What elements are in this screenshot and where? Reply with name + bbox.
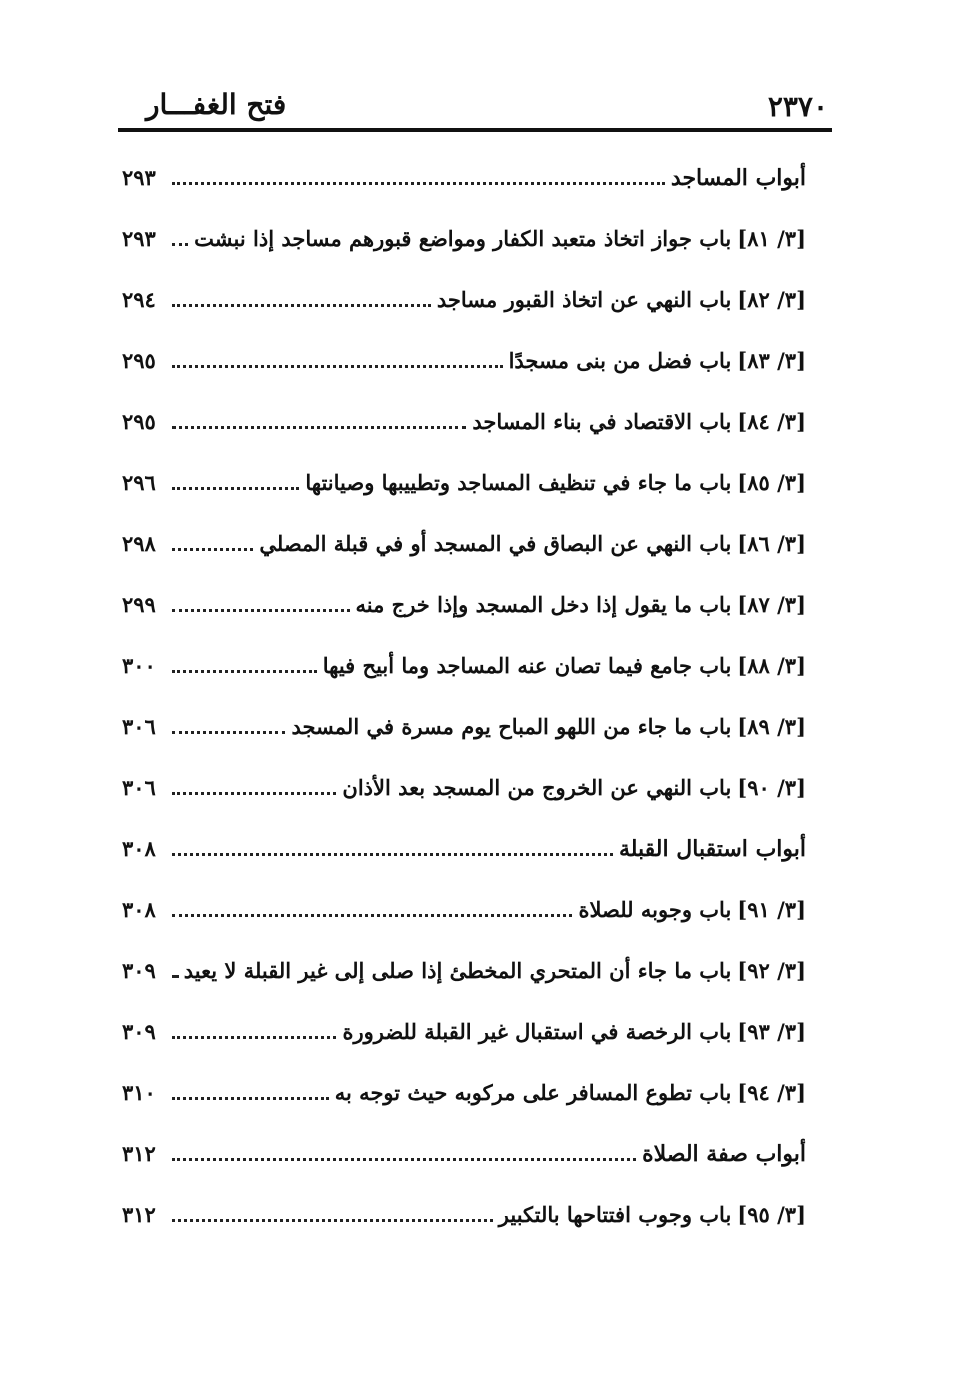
dot-leader	[172, 670, 317, 673]
toc-entry	[122, 208, 806, 269]
dot-leader	[172, 365, 503, 368]
toc-entry-title: باب جواز اتخاذ متعبد الكفار ومواضع قبورهم مساجد إذا نبشت	[194, 226, 732, 251]
toc-page-number: ٢٩٨	[122, 531, 156, 556]
toc-entry	[122, 1184, 806, 1245]
toc-entry-title: باب وجوب افتتاحها بالتكبير	[498, 1202, 732, 1227]
toc-entry-title: باب فضل من بنى مسجدًا	[508, 348, 732, 373]
toc-entry-title: باب ما جاء من اللهو المباح يوم مسرة في المسجد	[291, 714, 732, 739]
dot-leader	[172, 1097, 329, 1100]
toc-page-number: ٢٩٤	[122, 287, 156, 312]
header-rule	[118, 128, 832, 132]
toc-entry-number: [٣/ ٩٤]	[737, 1080, 806, 1105]
dot-leader	[172, 548, 253, 551]
toc-page-number: ٣١٢	[122, 1202, 156, 1227]
toc-page-number: ٣٠٨	[122, 836, 156, 861]
toc-entry	[122, 574, 806, 635]
toc-page-number: ٣٠٠	[122, 653, 156, 678]
toc-entry-number: [٣/ ٩٢]	[737, 958, 806, 983]
toc-entry-number: [٣/ ٩٠]	[737, 775, 806, 800]
toc-entry-title: باب ما جاء أن المتحري المخطئ إذا صلى إلى غير القبلة لا يعيد	[183, 958, 732, 983]
toc-entry-number: [٣/ ٨١]	[737, 226, 806, 251]
toc-entry	[122, 940, 806, 1001]
toc-page-number: ٣٠٦	[122, 775, 156, 800]
toc-entry-number: [٣/ ٩٣]	[737, 1019, 806, 1044]
dot-leader	[172, 182, 665, 185]
header-page-number: ٢٣٧٠	[767, 90, 828, 123]
toc-page-number: ٣٠٦	[122, 714, 156, 739]
toc-entry-number: [٣/ ٨٦]	[737, 531, 806, 556]
toc-entry-title: باب النهي عن البصاق في المسجد أو في قبلة المصلي	[259, 531, 732, 556]
toc-entry	[122, 879, 806, 940]
toc-page-number: ٣٠٩	[122, 1019, 156, 1044]
toc-page-number: ٢٩٩	[122, 592, 156, 617]
toc-entry	[122, 1001, 806, 1062]
toc-page-number: ٢٩٥	[122, 348, 156, 373]
toc-entry-number: [٣/ ٨٩]	[737, 714, 806, 739]
toc-entry	[122, 696, 806, 757]
toc-entry-number: [٣/ ٨٢]	[737, 287, 806, 312]
dot-leader	[172, 853, 613, 856]
toc-page-number: ٣٠٩	[122, 958, 156, 983]
toc-section-heading	[122, 1123, 806, 1184]
toc-entry-title: باب ما يقول إذا دخل المسجد وإذا خرج منه	[355, 592, 732, 617]
toc-entry-title: باب النهي عن اتخاذ القبور مساجد	[436, 287, 732, 312]
dot-leader	[172, 1158, 636, 1161]
dot-leader	[172, 243, 188, 246]
toc-entry	[122, 269, 806, 330]
toc-page-number: ٢٩٦	[122, 470, 156, 495]
toc-entry-title: أبواب صفة الصلاة	[642, 1140, 806, 1167]
toc-page-number: ٢٩٥	[122, 409, 156, 434]
toc-entry-title: باب الرخصة في استقبال غير القبلة للضرورة	[342, 1019, 732, 1044]
dot-leader	[172, 304, 431, 307]
toc-entry-title: باب وجوبه للصلاة	[578, 897, 732, 922]
toc-section-heading	[122, 147, 806, 208]
toc-entry-title: باب ما جاء في تنظيف المساجد وتطييبها وصيانتها	[305, 470, 732, 495]
dot-leader	[172, 975, 178, 978]
table-of-contents	[122, 147, 806, 1245]
toc-entry	[122, 635, 806, 696]
toc-entry	[122, 513, 806, 574]
toc-page-number: ٣٠٨	[122, 897, 156, 922]
toc-entry-title: باب تطوع المسافر على مركوبه حيث توجه به	[334, 1080, 732, 1105]
header-book-title: فتح الغفـــار	[146, 88, 287, 121]
dot-leader	[172, 1036, 336, 1039]
toc-entry-number: [٣/ ٨٣]	[737, 348, 806, 373]
dot-leader	[172, 792, 336, 795]
toc-entry-title: باب جامع فيما تصان عنه المساجد وما أبيح فيها	[322, 653, 732, 678]
toc-entry	[122, 452, 806, 513]
toc-entry	[122, 330, 806, 391]
toc-entry	[122, 1062, 806, 1123]
toc-page-number: ٣١٢	[122, 1141, 156, 1166]
toc-entry	[122, 757, 806, 818]
toc-entry-number: [٣/ ٩٥]	[737, 1202, 806, 1227]
toc-entry-title: أبواب استقبال القبلة	[618, 835, 806, 862]
toc-entry-number: [٣/ ٩١]	[737, 897, 806, 922]
dot-leader	[172, 914, 572, 917]
toc-entry-number: [٣/ ٨٥]	[737, 470, 806, 495]
toc-entry-title: باب النهي عن الخروج من المسجد بعد الأذان	[342, 775, 732, 800]
toc-entry-title: أبواب المساجد	[670, 164, 806, 191]
dot-leader	[172, 426, 466, 429]
toc-entry-number: [٣/ ٨٨]	[737, 653, 806, 678]
toc-page-number: ٢٩٣	[122, 226, 156, 251]
toc-entry	[122, 391, 806, 452]
toc-page-number: ٢٩٣	[122, 165, 156, 190]
dot-leader	[172, 731, 285, 734]
toc-section-heading	[122, 818, 806, 879]
toc-page-number: ٣١٠	[122, 1080, 156, 1105]
toc-entry-number: [٣/ ٨٤]	[737, 409, 806, 434]
dot-leader	[172, 1219, 493, 1222]
dot-leader	[172, 487, 299, 490]
dot-leader	[172, 609, 350, 612]
toc-entry-title: باب الاقتصاد في بناء المساجد	[472, 409, 732, 434]
toc-entry-number: [٣/ ٨٧]	[737, 592, 806, 617]
running-header	[118, 82, 832, 128]
